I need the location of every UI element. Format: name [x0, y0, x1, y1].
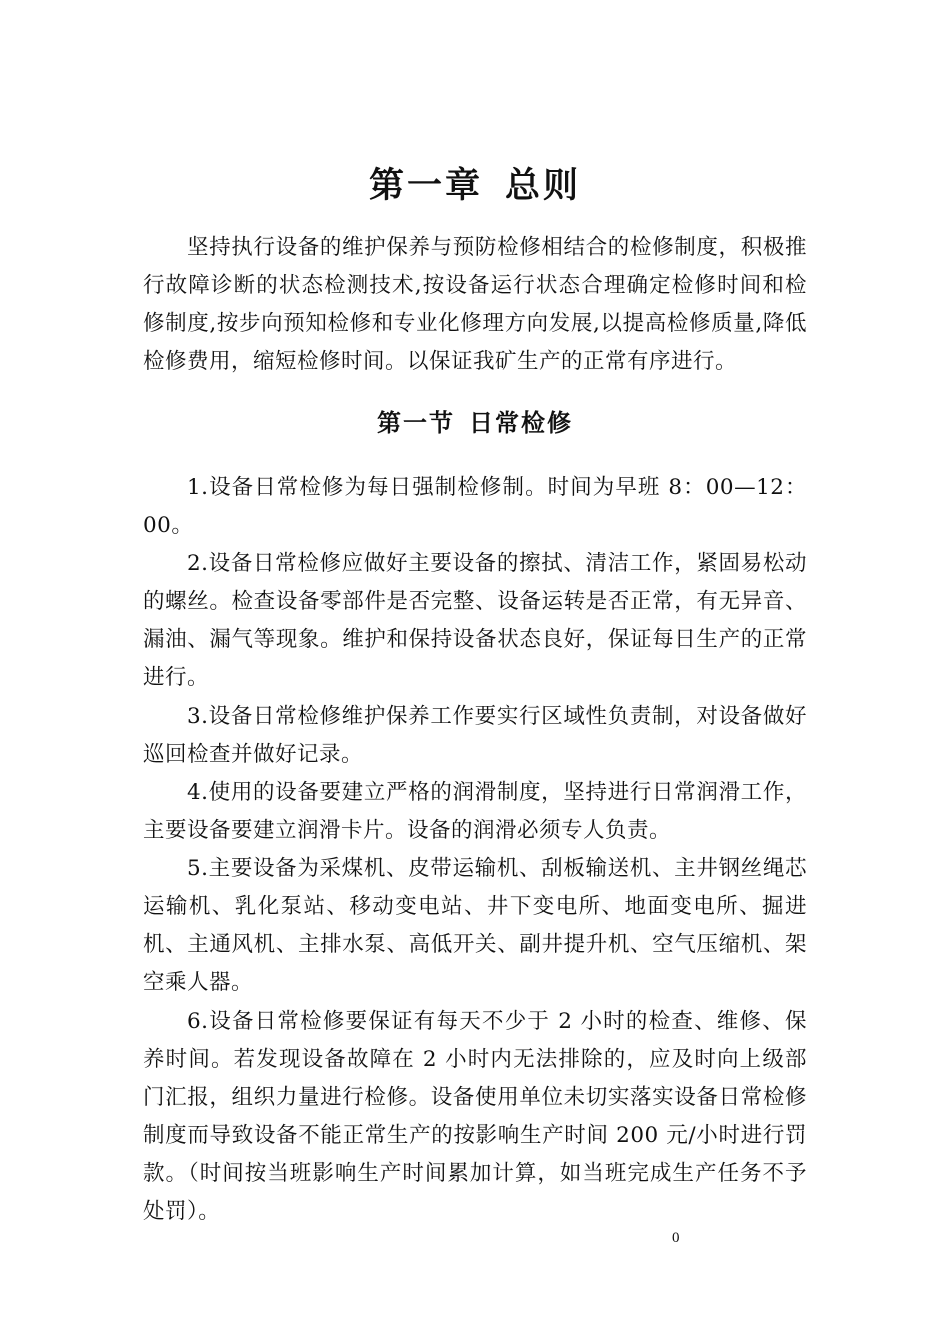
list-item: 2.设备日常检修应做好主要设备的擦拭、清洁工作，紧固易松动的螺丝。检查设备零部件是否完整、设备运转是否正常，有无异音、漏油、漏气等现象。维护和保持设备状态良好，保证每日生产的正常进行。	[143, 551, 807, 690]
list-item: 6.设备日常检修要保证有每天不少于 2 小时的检查、维修、保养时间。若发现设备故障在 2 小时内无法排除的，应及时向上级部门汇报，组织力量进行检修。设备使用单位未切实落实设备日常检修制度而导致设备不能正常生产的按影响生产时间 200 元/小时进行罚款。（时间按当班影响生产时间累加计算，如当班完成生产任务不予处罚）。	[143, 1009, 807, 1224]
section-number: 第一节	[377, 409, 455, 437]
chapter-name: 总则	[505, 166, 582, 206]
intro-paragraph: 坚持执行设备的维护保养与预防检修相结合的检修制度，积极推行故障诊断的状态检测技术,按设备运行状态合理确定检修时间和检修制度,按步向预知检修和专业化修理方向发展,以提高检修质量,降低检修费用，缩短检修时间。以保证我矿生产的正常有序进行。	[143, 235, 807, 374]
list-item: 5.主要设备为采煤机、皮带运输机、刮板输送机、主井钢丝绳芯运输机、乳化泵站、移动变电站、井下变电所、地面变电所、掘进机、主通风机、主排水泵、高低开关、副井提升机、空气压缩机、架空乘人器。	[143, 856, 807, 995]
list-item: 3.设备日常检修维护保养工作要实行区域性负责制，对设备做好巡回检查并做好记录。	[143, 704, 807, 767]
chapter-number: 第一章	[368, 166, 483, 206]
section-name: 日常检修	[469, 409, 573, 437]
page-number: 0	[672, 1230, 680, 1246]
list-item: 4.使用的设备要建立严格的润滑制度，坚持进行日常润滑工作，主要设备要建立润滑卡片。设备的润滑必须专人负责。	[143, 780, 807, 843]
chapter-title	[0, 158, 950, 208]
section-title	[0, 403, 950, 438]
list-item: 1.设备日常检修为每日强制检修制。时间为早班 8：00—12：00。	[143, 475, 807, 538]
